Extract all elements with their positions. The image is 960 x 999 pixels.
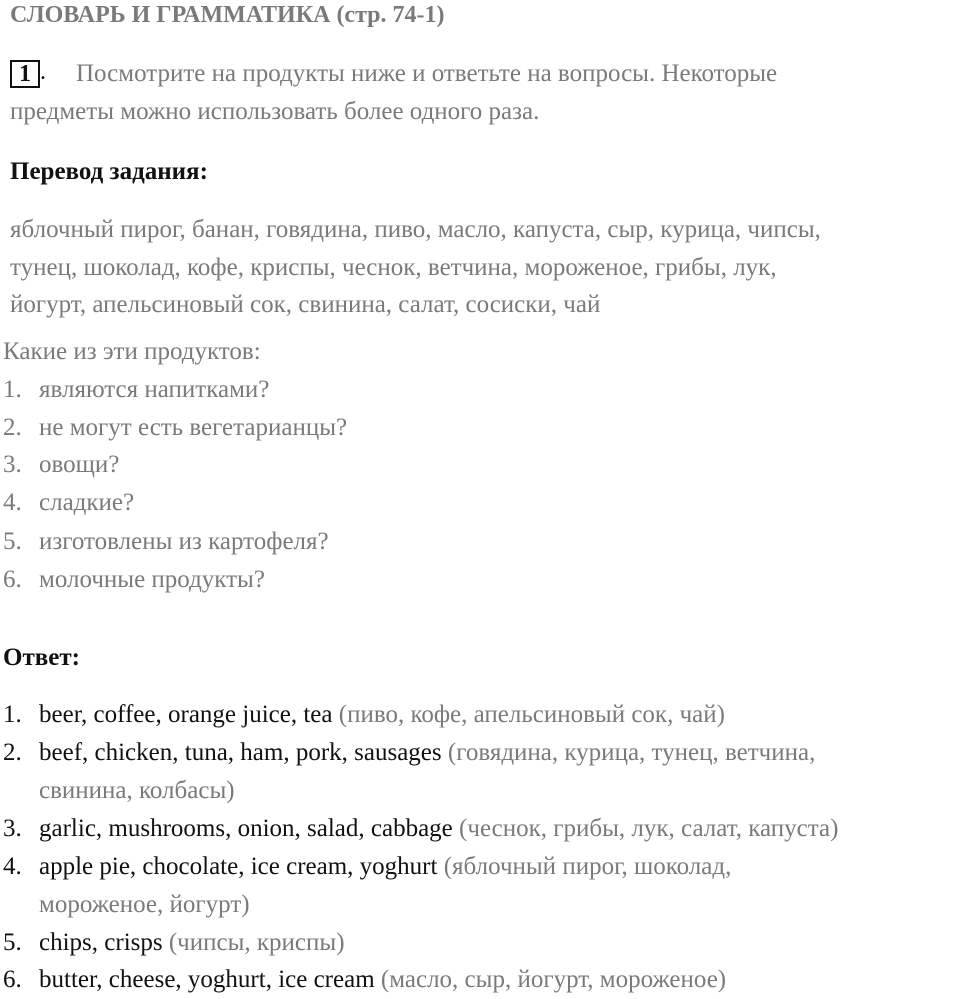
question-number: 5. <box>3 528 22 555</box>
question-number: 4. <box>3 489 22 516</box>
answer-line <box>39 701 725 729</box>
answer-russian: (яблочный пирог, шоколад, <box>443 853 732 880</box>
word-list-line-3: йогурт, апельсиновый сок, свинина, салат, сосиски, чай <box>10 291 601 318</box>
answer-number: 5. <box>3 929 22 956</box>
word-list-line-2: тунец, шоколад, кофе, криспы, чеснок, ветчина, мороженое, грибы, лук, <box>10 254 777 281</box>
answer-english: butter, cheese, yoghurt, ice cream <box>39 966 375 993</box>
answer-english: garlic, mushrooms, onion, salad, cabbage <box>39 815 453 842</box>
task-text-line-1: Посмотрите на продукты ниже и ответьте на вопросы. Некоторые <box>76 60 778 87</box>
answer-english: chips, crisps <box>39 929 163 956</box>
page-title: СЛОВАРЬ И ГРАММАТИКА (стр. 74-1) <box>10 2 445 28</box>
question-number: 6. <box>3 566 22 593</box>
answer-russian: (чипсы, криспы) <box>168 929 345 956</box>
answer-english: beef, chicken, tuna, ham, pork, sausages <box>39 739 442 766</box>
answer-number: 6. <box>3 966 22 993</box>
answer-russian: (чеснок, грибы, лук, салат, капуста) <box>459 815 839 842</box>
question-intro: Какие из эти продуктов: <box>3 338 261 365</box>
word-list-line-1: яблочный пирог, банан, говядина, пиво, масло, капуста, сыр, курица, чипсы, <box>10 216 821 243</box>
answer-russian-continuation: свинина, колбасы) <box>39 777 235 804</box>
answer-line <box>39 739 815 767</box>
answer-english: beer, coffee, orange juice, tea <box>39 701 333 728</box>
answer-number: 4. <box>3 853 22 880</box>
answer-line <box>39 853 731 881</box>
answer-line <box>39 815 838 843</box>
answer-number: 3. <box>3 815 22 842</box>
question-text: сладкие? <box>39 489 135 516</box>
question-number: 2. <box>3 414 22 441</box>
answer-number: 1. <box>3 701 22 728</box>
task-number-dot: . <box>40 59 46 85</box>
question-text: молочные продукты? <box>39 566 265 593</box>
answer-line <box>39 929 345 957</box>
answer-russian-continuation: мороженое, йогурт) <box>39 891 250 918</box>
task-number-box <box>10 60 40 88</box>
answer-heading: Ответ: <box>3 644 80 671</box>
answer-russian: (масло, сыр, йогурт, мороженое) <box>380 966 727 993</box>
answer-english: apple pie, chocolate, ice cream, yoghurt <box>39 853 438 880</box>
task-text-line-2: предметы можно использовать более одного раза. <box>10 98 540 125</box>
task-number: 1 <box>19 60 31 87</box>
answer-russian: (пиво, кофе, апельсиновый сок, чай) <box>338 701 725 728</box>
translation-heading: Перевод задания: <box>10 158 208 185</box>
question-number: 3. <box>3 451 22 478</box>
question-number: 1. <box>3 376 22 403</box>
question-text: овощи? <box>39 451 120 478</box>
question-text: не могут есть вегетарианцы? <box>39 414 348 441</box>
answer-line <box>39 966 726 994</box>
question-text: изготовлены из картофеля? <box>39 528 329 555</box>
answer-number: 2. <box>3 739 22 766</box>
question-text: являются напитками? <box>39 376 270 403</box>
answer-russian: (говядина, курица, тунец, ветчина, <box>447 739 816 766</box>
